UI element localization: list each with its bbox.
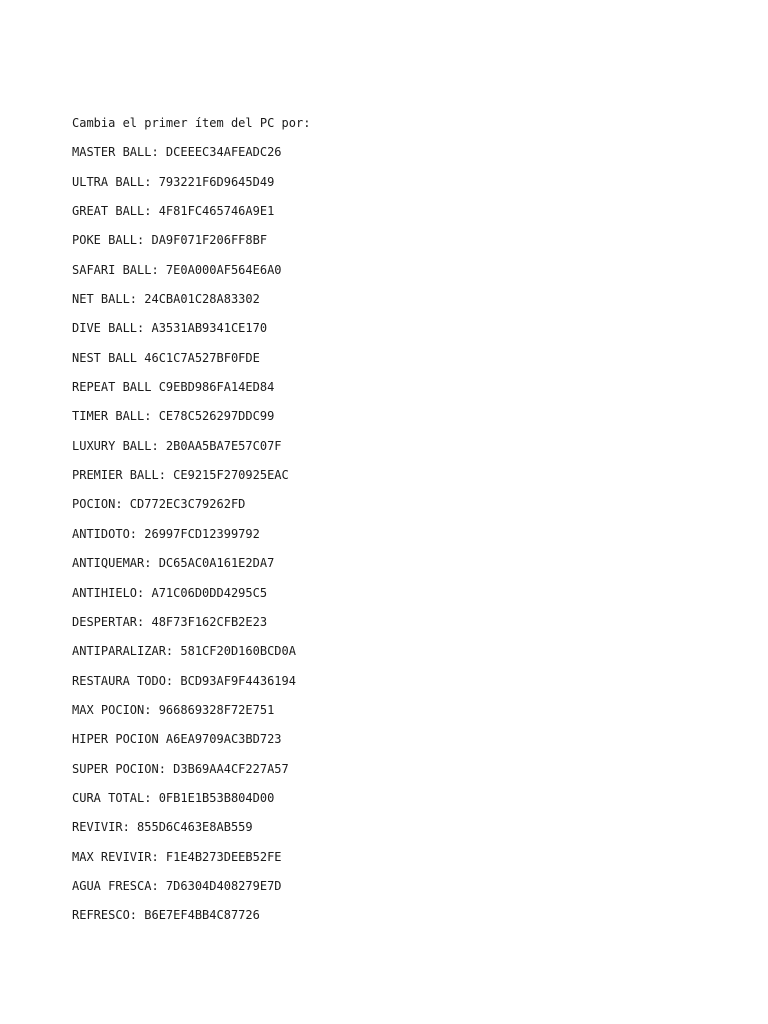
code-line: ANTIDOTO: 26997FCD12399792	[72, 526, 260, 541]
code-line: MAX POCION: 966869328F72E751	[72, 702, 275, 717]
code-line: DIVE BALL: A3531AB9341CE170	[72, 321, 268, 336]
code-line: SUPER POCION: D3B69AA4CF227A57	[72, 761, 289, 776]
code-line: ANTIQUEMAR: DC65AC0A161E2DA7	[72, 556, 275, 571]
code-line: CURA TOTAL: 0FB1E1B53B804D00	[72, 790, 275, 805]
code-line: AGUA FRESCA: 7D6304D408279E7D	[72, 878, 282, 893]
document-heading: Cambia el primer ítem del PC por:	[72, 116, 311, 130]
code-line: PREMIER BALL: CE9215F270925EAC	[72, 468, 289, 483]
code-line: HIPER POCION A6EA9709AC3BD723	[72, 732, 282, 747]
code-line: MASTER BALL: DCEEEC34AFEADC26	[72, 145, 282, 160]
code-line: LUXURY BALL: 2B0AA5BA7E57C07F	[72, 438, 282, 453]
code-line: MAX REVIVIR: F1E4B273DEEB52FE	[72, 849, 282, 864]
code-line: DESPERTAR: 48F73F162CFB2E23	[72, 614, 268, 629]
code-line: TIMER BALL: CE78C526297DDC99	[72, 409, 275, 424]
code-line: ANTIHIELO: A71C06D0DD4295C5	[72, 585, 268, 600]
code-line: RESTAURA TODO: BCD93AF9F4436194	[72, 673, 296, 688]
code-list	[72, 143, 732, 935]
code-line: SAFARI BALL: 7E0A000AF564E6A0	[72, 262, 282, 277]
code-line: REVIVIR: 855D6C463E8AB559	[72, 820, 253, 835]
code-line: REFRESCO: B6E7EF4BB4C87726	[72, 908, 260, 923]
code-line: POCION: CD772EC3C79262FD	[72, 497, 246, 512]
code-line: REPEAT BALL C9EBD986FA14ED84	[72, 380, 275, 395]
code-line: ULTRA BALL: 793221F6D9645D49	[72, 174, 275, 189]
code-line: POKE BALL: DA9F071F206FF8BF	[72, 233, 268, 248]
document-content	[72, 114, 732, 936]
code-line: NEST BALL 46C1C7A527BF0FDE	[72, 350, 260, 365]
code-line: NET BALL: 24CBA01C28A83302	[72, 292, 260, 307]
code-line: ANTIPARALIZAR: 581CF20D160BCD0A	[72, 644, 296, 659]
code-line: GREAT BALL: 4F81FC465746A9E1	[72, 204, 275, 219]
